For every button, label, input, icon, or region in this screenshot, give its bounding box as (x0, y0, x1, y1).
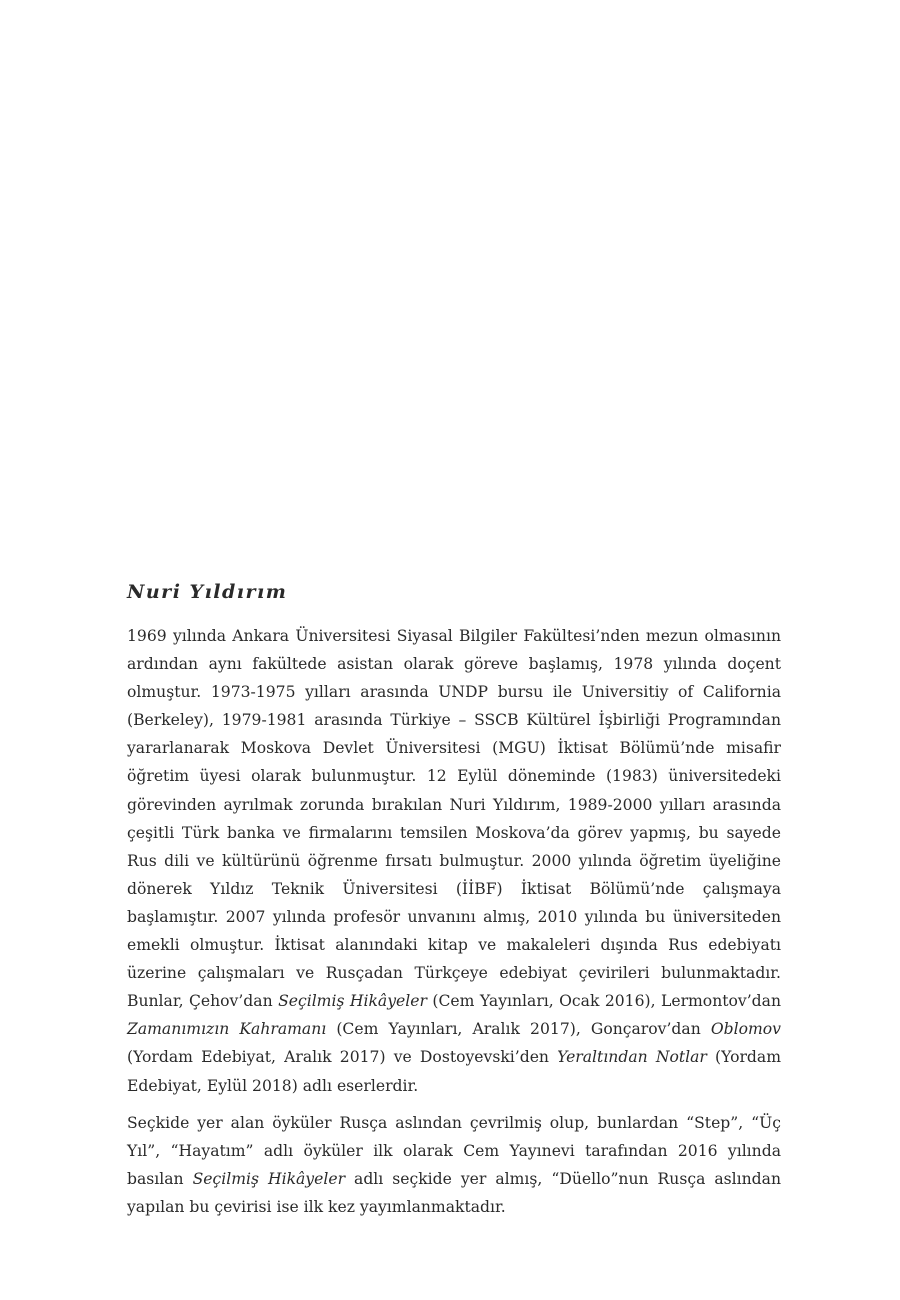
bio-paragraph (127, 622, 781, 1100)
book-title: Oblomov (710, 1020, 781, 1039)
bio-text: (Cem Yayınları, Aralık 2017), Gonçarov’dan (326, 1020, 711, 1039)
translation-note-paragraph (127, 1109, 781, 1221)
bio-text: 1969 yılında Ankara Üniversitesi Siyasal Bilgiler Fakültesi’nden mezun olmasının ardından aynı fakültede asistan olarak göreve başlamış, 1978 yılında doçent olmuştur. 1973-1975 yılları arasında UNDP bursu ile Universitiy of California (Berkeley), 1979-1981 arasında Türkiye – SSCB Kültürel İşbirliği Programından yararlanarak Moskova Devlet Üniversitesi (MGU) İktisat Bölümü’nde misafir öğretim üyesi olarak bulunmuştur. 12 Eylül döneminde (1983) üniversitedeki görevinden ayrılmak zorunda bırakılan Nuri Yıldırım, 1989-2000 yılları arasında çeşitli Türk banka ve firmalarını temsilen Moskova’da görev yapmış, bu sayede Rus dili ve kültürünü öğrenme fırsatı bulmuştur. 2000 yılında öğretim üyeliğine dönerek Yıldız Teknik Üniversitesi (İİBF) İktisat Bölümü’nde çalışmaya başlamıştır. 2007 yılında profesör unvanını almış, 2010 yılında bu üniversiteden emekli olmuştur. İktisat alanındaki kitap ve makaleleri dışında Rus edebiyatı üzerine çalışmaları ve Rusçadan Türkçeye edebiyat çevirileri bulunmaktadır. Bunlar, Çehov’dan (127, 627, 781, 1011)
book-title: Seçilmiş Hikâyeler (278, 992, 427, 1011)
bio-text: (Cem Yayınları, Ocak 2016), Lermontov’dan (426, 992, 781, 1011)
bio-text: (Yordam Edebiyat, Eylül 2018) adlı eserlerdir. (127, 1048, 781, 1095)
author-name: Nuri Yıldırım (127, 581, 288, 603)
book-title: Yeraltından Notlar (557, 1048, 707, 1067)
note-text: adlı seçkide yer almış, “Düello”nun Rusça aslından yapılan bu çevirisi ise ilk kez yayımlanmaktadır. (127, 1169, 781, 1216)
book-title: Seçilmiş Hikâyeler (192, 1169, 346, 1188)
bio-text: (Yordam Edebiyat, Aralık 2017) ve Dostoyevski’den (127, 1048, 558, 1067)
book-title: Zamanımızın Kahramanı (127, 1020, 327, 1039)
author-bio-section (127, 578, 781, 1221)
note-text: Seçkide yer alan öyküler Rusça aslından çevrilmiş olup, bunlardan “Step”, “Üç Yıl”, “Hayatım” adlı öyküler ilk olarak Cem Yayınevi tarafından 2016 yılında basılan (127, 1113, 781, 1188)
